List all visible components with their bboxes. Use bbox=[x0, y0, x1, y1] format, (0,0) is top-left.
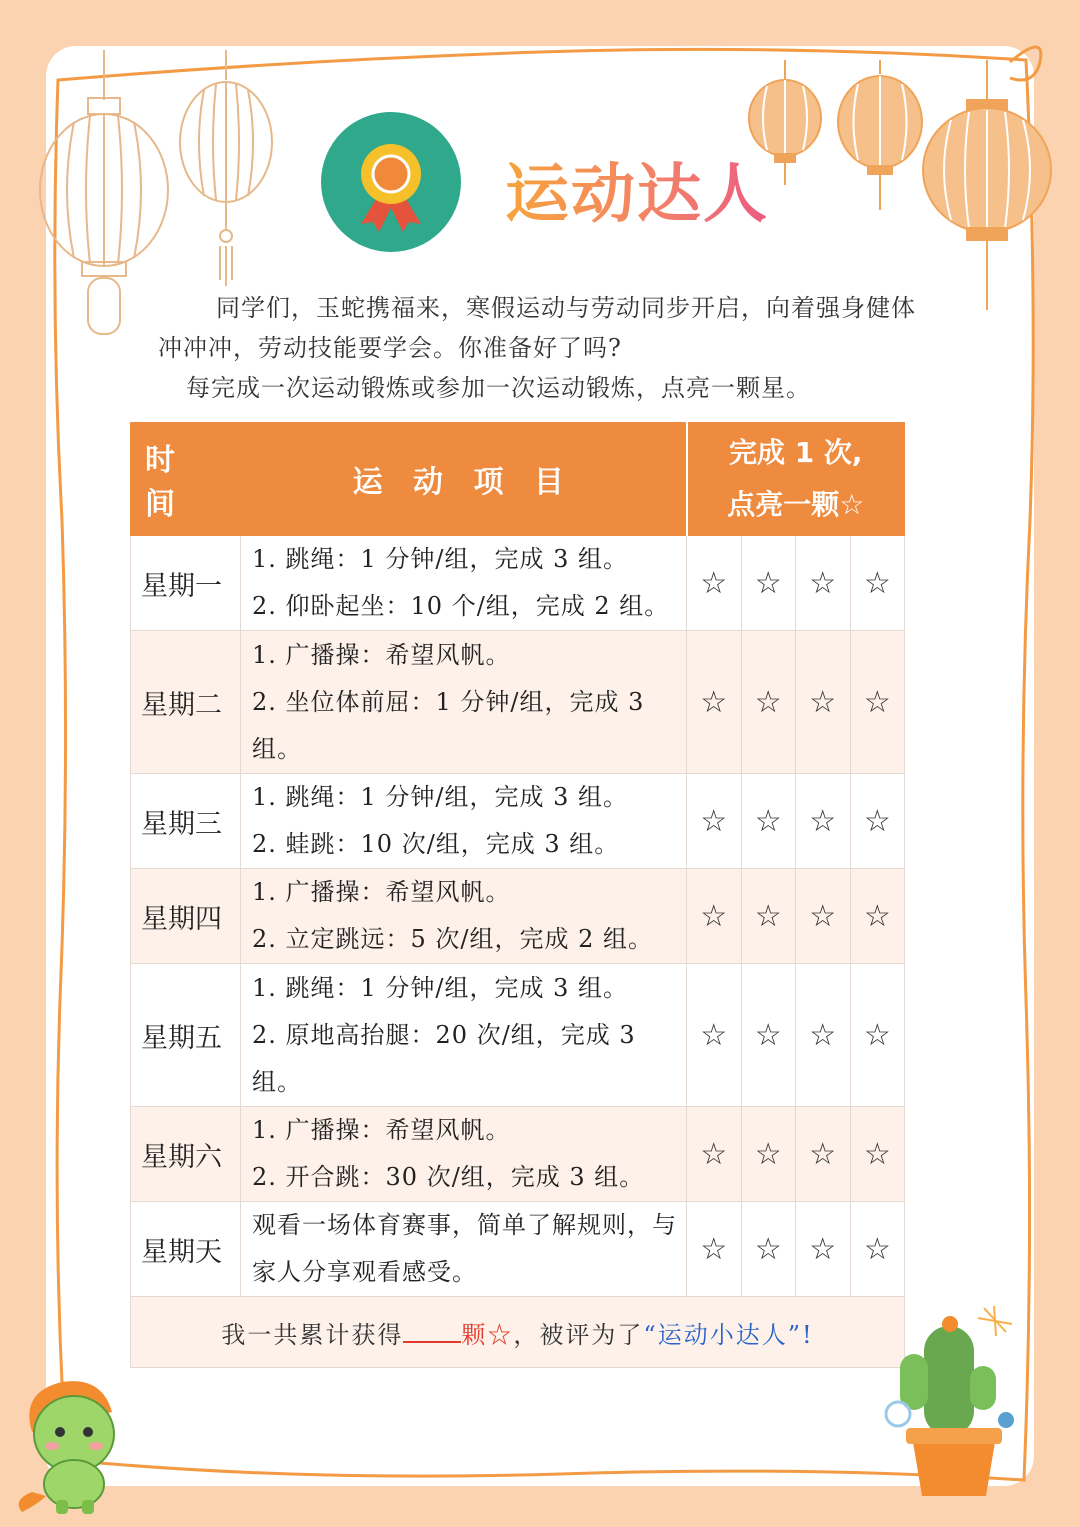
item-line: 1. 跳绳：1 分钟/组，完成 3 组。 bbox=[252, 973, 629, 1002]
star-checkbox[interactable]: ☆ bbox=[796, 1202, 851, 1297]
exercise-table bbox=[130, 422, 905, 1368]
item-line: 1. 广播操：希望风帆。 bbox=[252, 640, 511, 669]
items-cell bbox=[241, 536, 687, 631]
header-time: 时 间 bbox=[131, 423, 241, 536]
star-checkbox[interactable]: ☆ bbox=[687, 631, 742, 774]
intro-text bbox=[158, 288, 918, 408]
star-checkbox[interactable]: ☆ bbox=[741, 536, 796, 631]
header-done-line1: 完成 1 次, bbox=[728, 436, 863, 469]
header-item: 运 动 项 目 bbox=[241, 423, 687, 536]
award-title: “运动小达人” bbox=[643, 1320, 802, 1349]
star-checkbox[interactable]: ☆ bbox=[741, 774, 796, 869]
header-done bbox=[687, 423, 905, 536]
day-cell: 星期二 bbox=[131, 631, 241, 774]
item-line: 2. 原地高抬腿：20 次/组，完成 3 组。 bbox=[252, 1020, 636, 1096]
star-checkbox[interactable]: ☆ bbox=[850, 964, 905, 1107]
star-checkbox[interactable]: ☆ bbox=[741, 869, 796, 964]
items-cell bbox=[241, 631, 687, 774]
items-cell bbox=[241, 1107, 687, 1202]
medal-icon bbox=[321, 112, 461, 252]
star-checkbox[interactable]: ☆ bbox=[796, 631, 851, 774]
star-checkbox[interactable]: ☆ bbox=[850, 1107, 905, 1202]
pony-mascot-icon bbox=[12, 1372, 132, 1517]
star-checkbox[interactable]: ☆ bbox=[796, 536, 851, 631]
day-cell: 星期六 bbox=[131, 1107, 241, 1202]
cactus-icon bbox=[878, 1296, 1028, 1506]
table-row bbox=[131, 1107, 905, 1202]
item-line: 1. 广播操：希望风帆。 bbox=[252, 1116, 511, 1144]
item-line: 1. 跳绳：1 分钟/组，完成 3 组。 bbox=[252, 783, 629, 811]
star-checkbox[interactable]: ☆ bbox=[687, 1202, 742, 1297]
day-cell: 星期一 bbox=[131, 536, 241, 631]
table-row bbox=[131, 869, 905, 964]
item-line: 观看一场体育赛事，简单了解规则，与家人分享观看感受。 bbox=[252, 1211, 677, 1286]
star-checkbox[interactable]: ☆ bbox=[687, 869, 742, 964]
star-checkbox[interactable]: ☆ bbox=[687, 1107, 742, 1202]
star-checkbox[interactable]: ☆ bbox=[741, 631, 796, 774]
lantern-icon bbox=[745, 60, 1065, 320]
summary-middle: ，被评为了 bbox=[513, 1320, 644, 1349]
star-checkbox[interactable]: ☆ bbox=[687, 774, 742, 869]
star-checkbox[interactable]: ☆ bbox=[687, 536, 742, 631]
star-checkbox[interactable]: ☆ bbox=[796, 774, 851, 869]
item-line: 2. 立定跳远：5 次/组，完成 2 组。 bbox=[252, 925, 654, 953]
summary-prefix: 我一共累计获得 bbox=[221, 1320, 404, 1349]
star-checkbox[interactable]: ☆ bbox=[741, 1202, 796, 1297]
items-cell bbox=[241, 774, 687, 869]
summary-suffix: ! bbox=[801, 1320, 814, 1349]
table-row bbox=[131, 774, 905, 869]
table-row bbox=[131, 631, 905, 774]
summary-cell bbox=[131, 1297, 905, 1368]
item-line: 1. 跳绳：1 分钟/组，完成 3 组。 bbox=[252, 545, 629, 573]
day-cell: 星期三 bbox=[131, 774, 241, 869]
item-line: 2. 开合跳：30 次/组，完成 3 组。 bbox=[252, 1163, 645, 1191]
items-cell bbox=[241, 869, 687, 964]
star-checkbox[interactable]: ☆ bbox=[850, 1202, 905, 1297]
star-checkbox[interactable]: ☆ bbox=[850, 536, 905, 631]
page-title: 运动达人 bbox=[505, 150, 769, 240]
item-line: 2. 蛙跳：10 次/组，完成 3 组。 bbox=[252, 830, 620, 858]
table-row bbox=[131, 964, 905, 1107]
intro-instruction: 每完成一次运动锻炼或参加一次运动锻炼，点亮一颗星。 bbox=[186, 374, 811, 402]
star-checkbox[interactable]: ☆ bbox=[796, 964, 851, 1107]
header-done-line2: 点亮一颗☆ bbox=[727, 488, 865, 521]
table-row bbox=[131, 1202, 905, 1297]
items-cell bbox=[241, 1202, 687, 1297]
table-header bbox=[131, 423, 905, 536]
star-checkbox[interactable]: ☆ bbox=[850, 869, 905, 964]
star-checkbox[interactable]: ☆ bbox=[741, 1107, 796, 1202]
day-cell: 星期五 bbox=[131, 964, 241, 1107]
intro-paragraph: 同学们，玉蛇携福来，寒假运动与劳动同步开启，向着强身健体冲冲冲，劳动技能要学会。你准备好了吗? bbox=[158, 294, 916, 362]
summary-unit: 颗☆ bbox=[461, 1320, 514, 1349]
star-checkbox[interactable]: ☆ bbox=[687, 964, 742, 1107]
day-cell: 星期天 bbox=[131, 1202, 241, 1297]
item-line: 2. 坐位体前屈：1 分钟/组，完成 3 组。 bbox=[252, 687, 645, 763]
star-checkbox[interactable]: ☆ bbox=[796, 869, 851, 964]
star-count-blank[interactable] bbox=[403, 1321, 461, 1343]
star-checkbox[interactable]: ☆ bbox=[741, 964, 796, 1107]
star-checkbox[interactable]: ☆ bbox=[850, 631, 905, 774]
table-row bbox=[131, 536, 905, 631]
day-cell: 星期四 bbox=[131, 869, 241, 964]
star-checkbox[interactable]: ☆ bbox=[850, 774, 905, 869]
item-line: 2. 仰卧起坐：10 个/组，完成 2 组。 bbox=[252, 592, 670, 620]
badge-circle bbox=[321, 112, 461, 252]
items-cell bbox=[241, 964, 687, 1107]
item-line: 1. 广播操：希望风帆。 bbox=[252, 878, 511, 906]
star-checkbox[interactable]: ☆ bbox=[796, 1107, 851, 1202]
table-footer bbox=[131, 1297, 905, 1368]
